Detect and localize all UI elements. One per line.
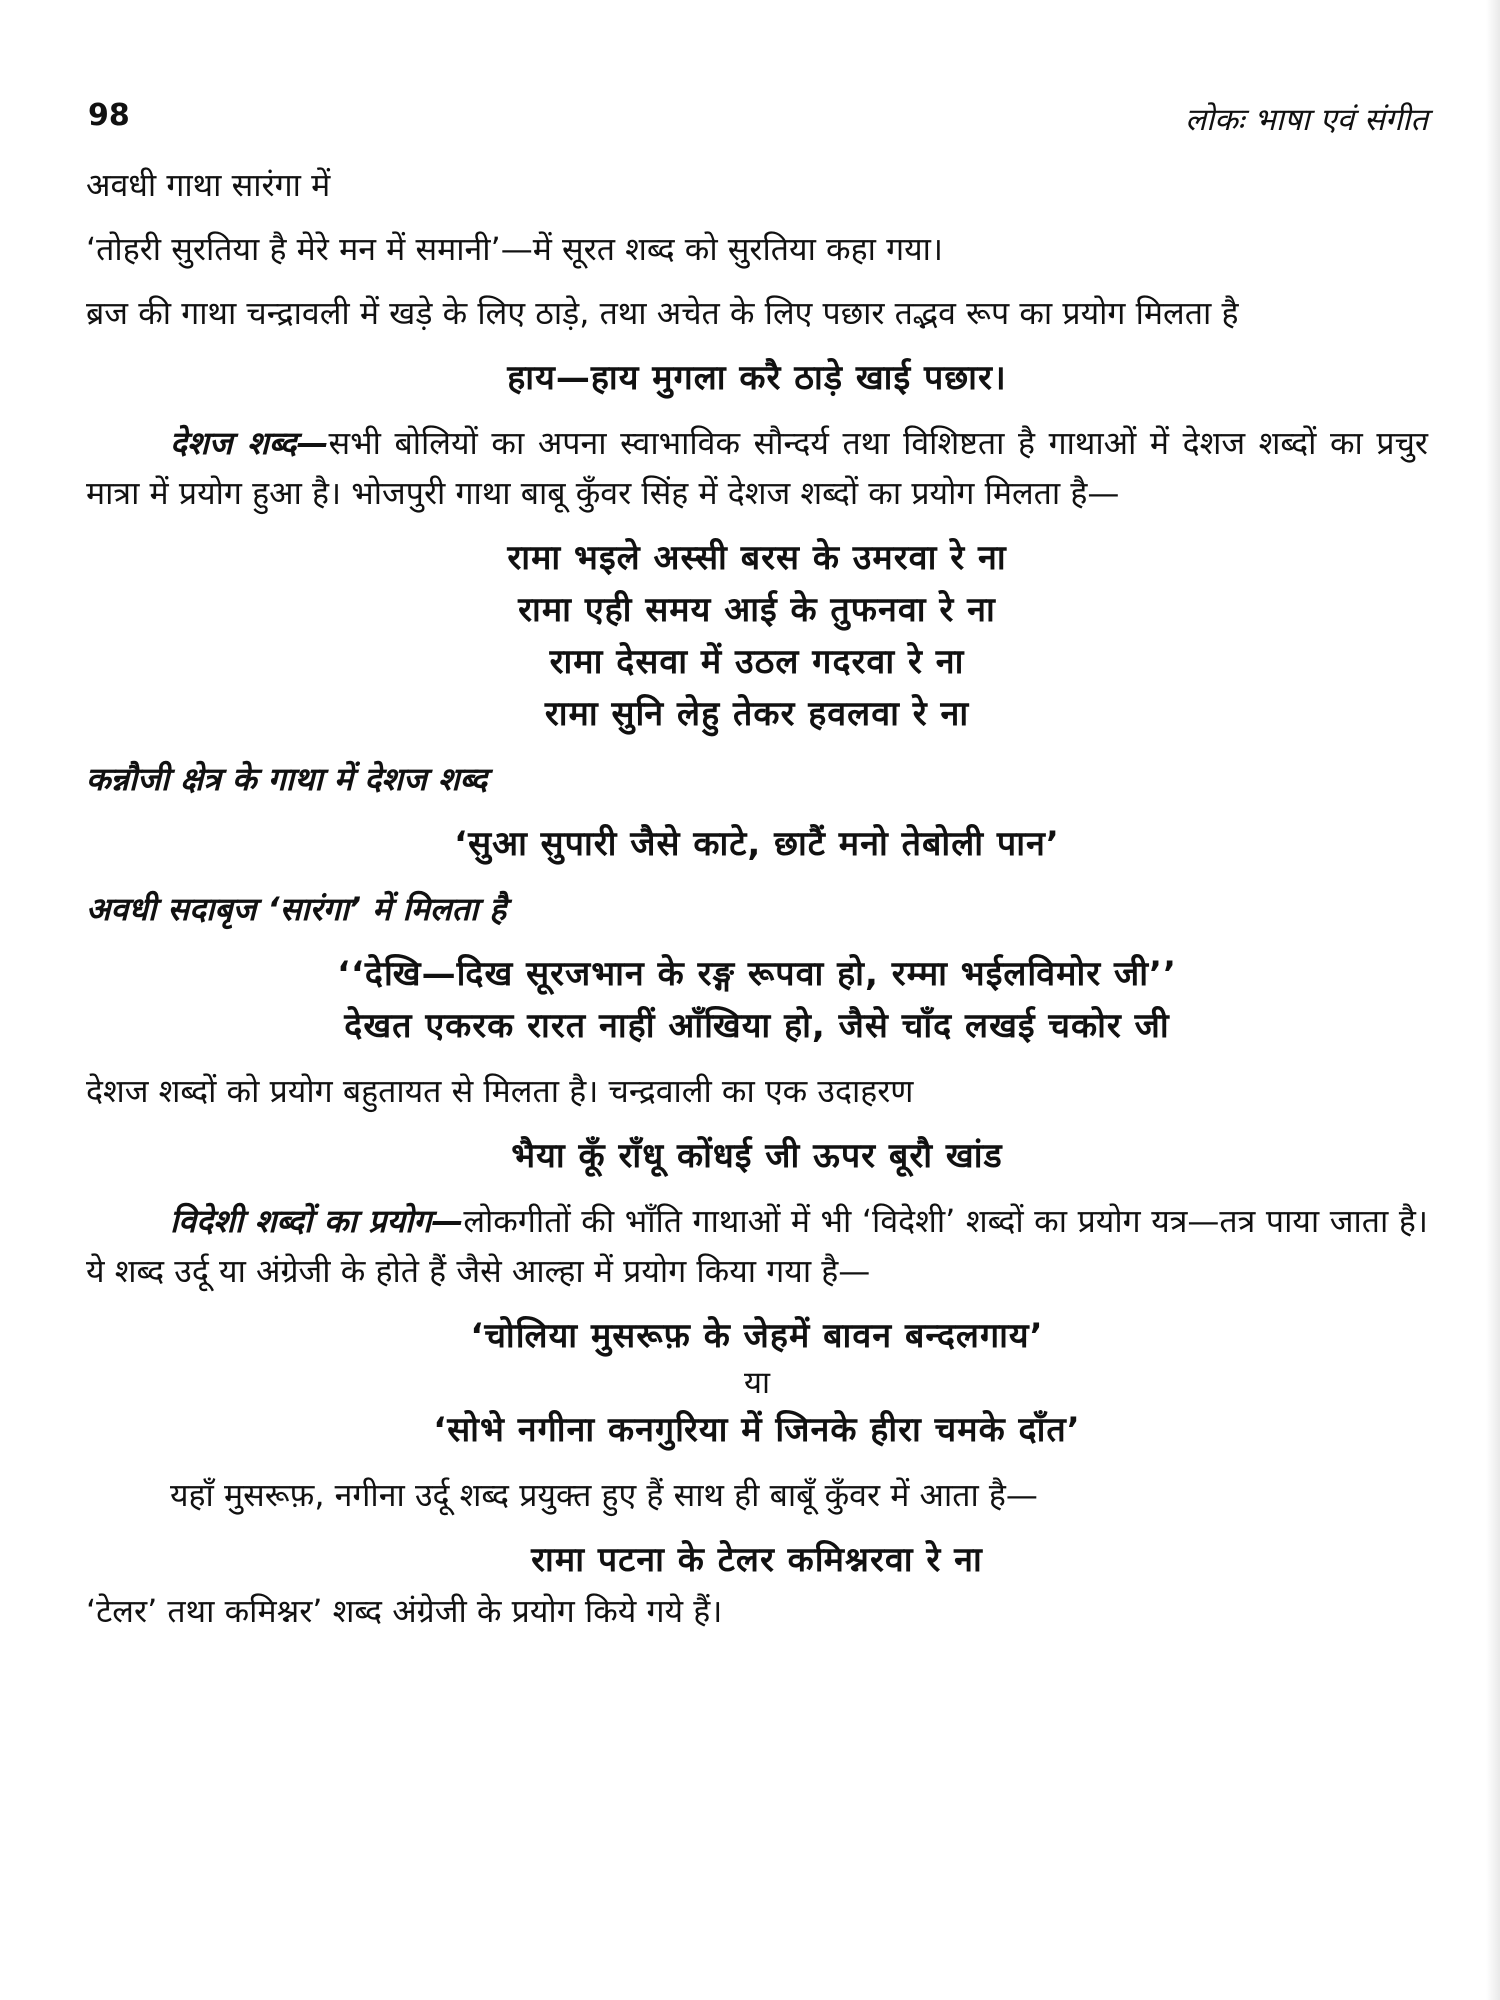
verse-line: ‘‘देखि—दिख सूरजभान के रङ्ग रूपवा हो, रम्मा भईलविमोर जी’’	[337, 954, 1177, 994]
paragraph: यहाँ मुसरूफ़, नगीना उर्दू शब्द प्रयुक्त हुए हैं साथ ही बाबूँ कुँवर में आता है—	[170, 1476, 1038, 1514]
verse-line: हाय—हाय मुगला करै ठाड़े खाई पछार।	[507, 358, 1007, 398]
paragraph: ‘तोहरी सुरतिया है मेरे मन में समानी’—में सूरत शब्द को सुरतिया कहा गया।	[86, 230, 944, 268]
paragraph	[86, 1196, 1428, 1296]
page-header	[88, 98, 1428, 146]
verse-group	[86, 532, 1428, 740]
verse-line: ‘सोभे नगीना कनगुरिया में जिनके हीरा चमके दाँत’	[433, 1410, 1081, 1450]
paragraph: ‘टेलर’ तथा कमिश्नर’ शब्द अंग्रेजी के प्रयोग किये गये हैं।	[86, 1592, 723, 1630]
running-head: लोकः भाषा एवं संगीत	[1185, 102, 1428, 138]
paragraph-text: लोकगीतों की भाँति गाथाओं में भी ‘विदेशी’ शब्दों का प्रयोग यत्र—तत्र पाया जाता है। ये शब्द उर्दू या अंग्रेजी के होते हैं जैसे आल्हा में प्रयोग किया गया है—	[86, 1202, 1428, 1290]
page-body	[86, 160, 1428, 1650]
verse-line: देखत एकरक रारत नाहीं आँखिया हो, जैसे चाँद लखई चकोर जी	[344, 1006, 1170, 1046]
paragraph-lead: देशज शब्द—	[170, 424, 329, 462]
verse-line: रामा पटना के टेलर कमिश्नरवा रे ना	[531, 1540, 983, 1580]
verse-line: रामा सुनि लेहु तेकर हवलवा रे ना	[544, 694, 970, 734]
verse-line: रामा भइले अस्सी बरस के उमरवा रे ना	[507, 538, 1007, 578]
page-number: 98	[88, 98, 130, 133]
verse-line: भैया कूँ राँधू कोंधई जी ऊपर बूरौ खांड	[511, 1136, 1003, 1176]
paragraph: ब्रज की गाथा चन्द्रावली में खड़े के लिए ठाड़े, तथा अचेत के लिए पछार तद्भव रूप का प्रयोग मिलता है	[86, 294, 1239, 332]
verse-line: ‘चोलिया मुसरूफ़ के जेहमें बावन बन्दलगाय’	[470, 1316, 1044, 1356]
paragraph-text: सभी बोलियों का अपना स्वाभाविक सौन्दर्य तथा विशिष्टता है गाथाओं में देशज शब्दों का प्रचुर मात्रा में प्रयोग हुआ है। भोजपुरी गाथा बाबू कुँवर सिंह में देशज शब्दों का प्रयोग मिलता है—	[86, 424, 1428, 512]
page-edge-shadow	[1486, 0, 1500, 2000]
verse-line: रामा एही समय आई के तुफनवा रे ना	[518, 590, 996, 630]
paragraph-lead: विदेशी शब्दों का प्रयोग—	[170, 1202, 464, 1240]
verse-group	[86, 948, 1428, 1052]
paragraph	[86, 418, 1428, 518]
conjunction-ya: या	[743, 1365, 770, 1401]
paragraph: अवधी गाथा सारंगा में	[86, 166, 331, 204]
subheading: अवधी सदाबृज ‘सारंगा’ में मिलता है	[86, 890, 507, 928]
subheading: कन्नौजी क्षेत्र के गाथा में देशज शब्द	[86, 760, 488, 798]
paragraph: देशज शब्दों को प्रयोग बहुतायत से मिलता है। चन्द्रवाली का एक उदाहरण	[86, 1072, 914, 1110]
verse-line: ‘सुआ सुपारी जैसे काटे, छाटैं मनो तेबोली पान’	[454, 824, 1060, 864]
verse-line: रामा देसवा में उठल गदरवा रे ना	[549, 642, 965, 682]
